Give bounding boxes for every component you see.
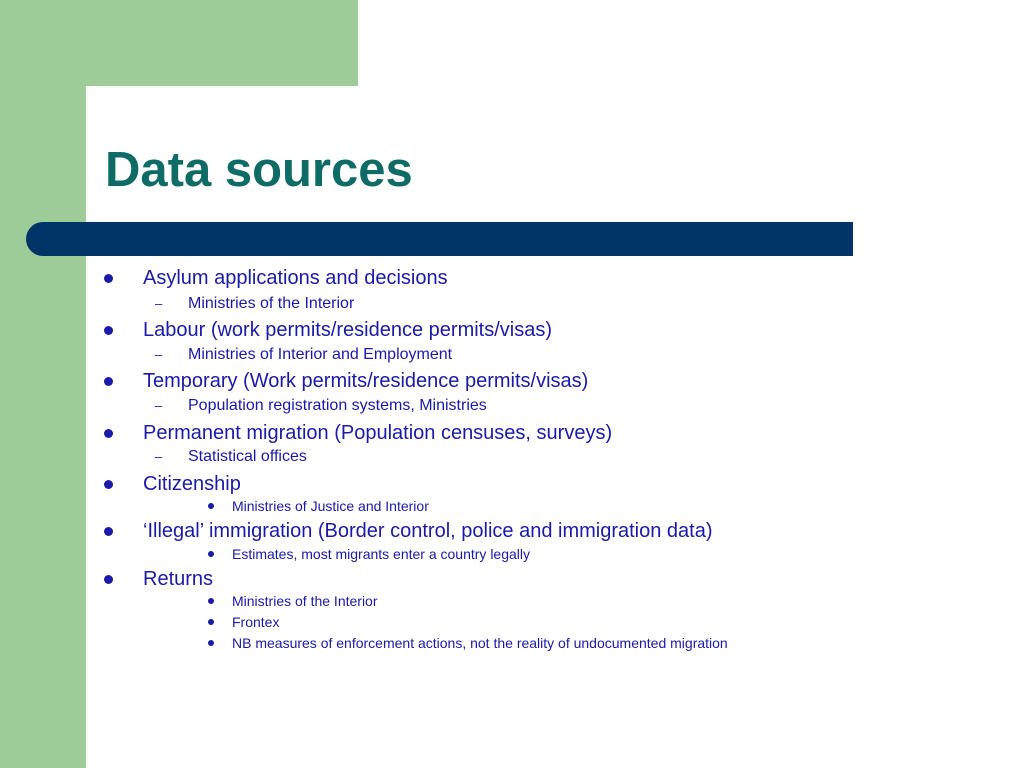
small-bullet-dot-icon [208, 619, 214, 625]
bullet-item: Citizenship [143, 473, 241, 495]
small-bullet-dot-icon [208, 598, 214, 604]
bullet-item: ‘Illegal’ immigration (Border control, police and immigration data) [143, 520, 713, 542]
sub-bullet-item: Frontex [232, 614, 280, 630]
bullet-item: Permanent migration (Population censuses, surveys) [143, 422, 613, 444]
slide-title: Data sources [105, 143, 413, 197]
sub-bullet-item: Ministries of Justice and Interior [232, 498, 429, 514]
sub-bullet-item: NB measures of enforcement actions, not the reality of undocumented migration [232, 635, 728, 651]
bullet-dot-icon [104, 429, 113, 438]
dash-bullet-icon: – [155, 347, 163, 362]
bullet-item: Temporary (Work permits/residence permits/visas) [143, 370, 589, 392]
sub-bullet-item: Ministries of the Interior [232, 593, 378, 609]
small-bullet-dot-icon [208, 503, 214, 509]
small-bullet-dot-icon [208, 551, 214, 557]
sub-bullet-item: Population registration systems, Ministries [188, 397, 487, 414]
bullet-dot-icon [104, 575, 113, 584]
sub-bullet-item: Estimates, most migrants enter a country legally [232, 546, 531, 562]
dash-bullet-icon: – [155, 296, 163, 311]
bullet-dot-icon [104, 480, 113, 489]
small-bullet-dot-icon [208, 640, 214, 646]
bullet-dot-icon [104, 326, 113, 335]
bullet-dot-icon [104, 527, 113, 536]
bullet-item: Labour (work permits/residence permits/visas) [143, 319, 553, 341]
bullet-dot-icon [104, 377, 113, 386]
sub-bullet-item: Ministries of the Interior [188, 295, 355, 312]
dash-bullet-icon: – [155, 398, 163, 413]
dash-bullet-icon: – [155, 449, 163, 464]
bullet-item: Asylum applications and decisions [143, 267, 448, 289]
sub-bullet-item: Statistical offices [188, 448, 307, 465]
bullet-dot-icon [104, 274, 113, 283]
bullet-item: Returns [143, 568, 214, 590]
sub-bullet-item: Ministries of Interior and Employment [188, 346, 453, 363]
